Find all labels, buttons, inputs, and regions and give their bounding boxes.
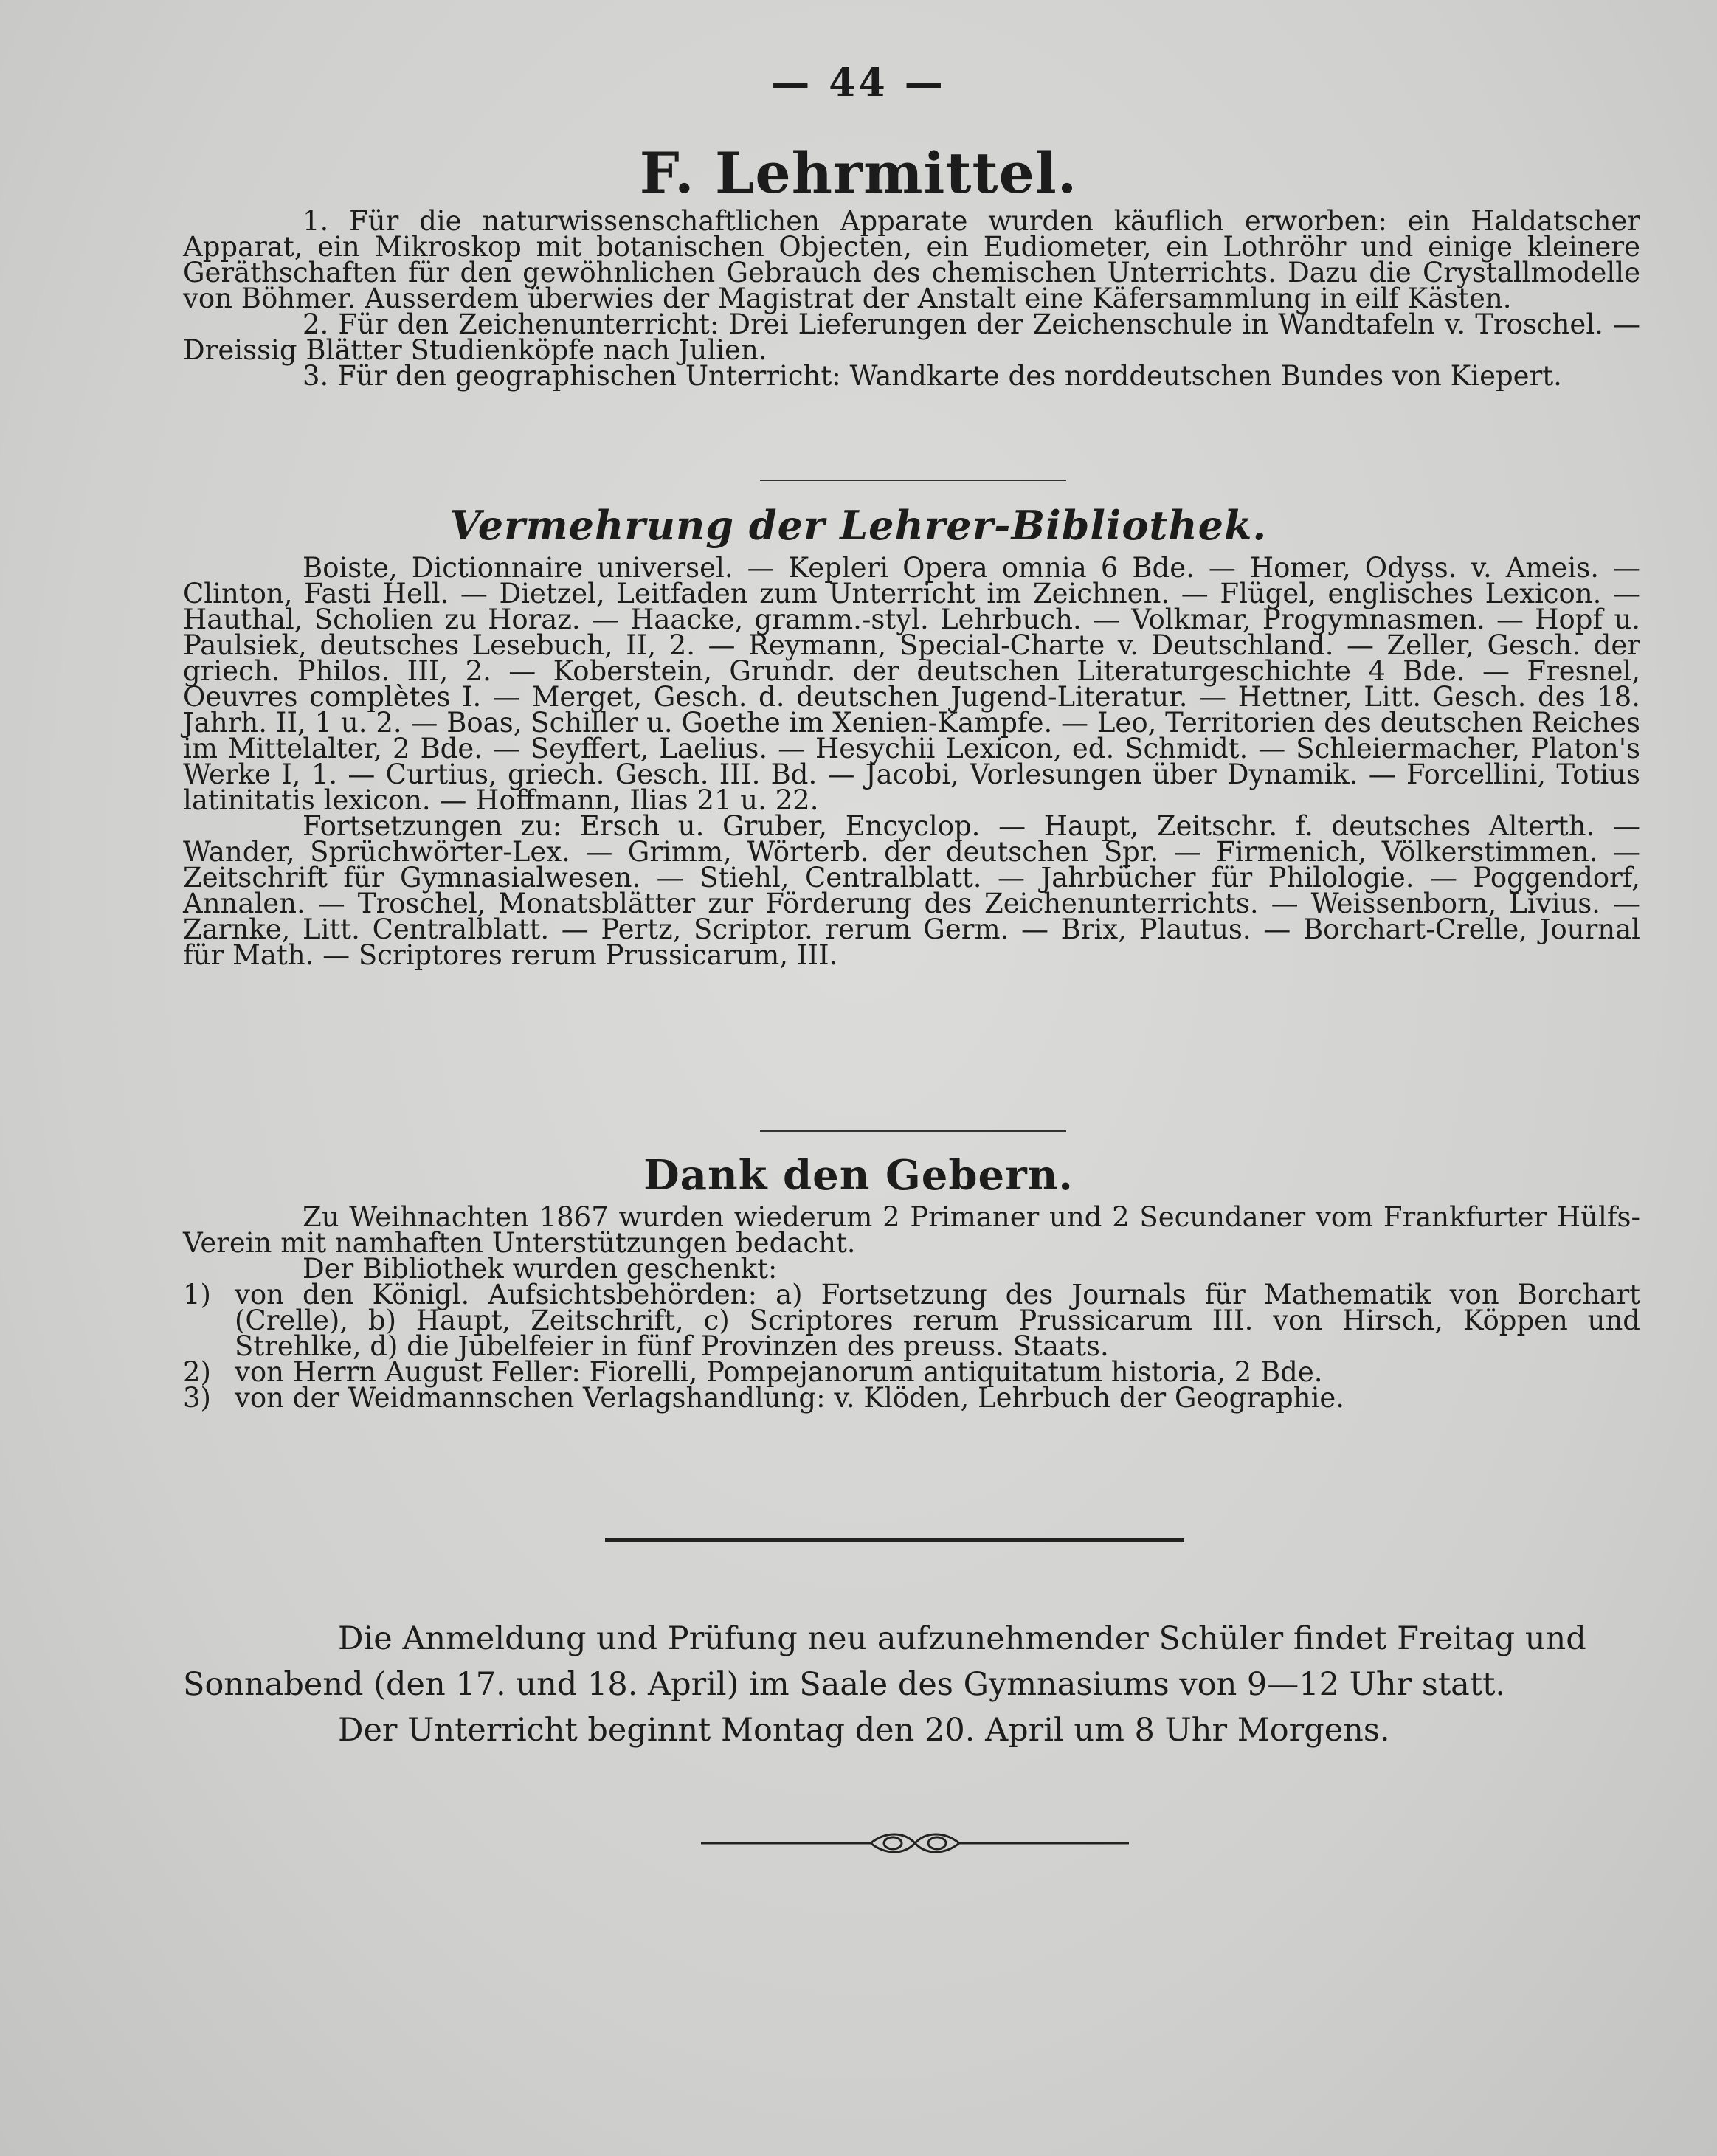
dank-list-item	[183, 1356, 1640, 1388]
list-number: 3)	[183, 1382, 211, 1414]
bibliothek-paragraph: Fortsetzungen zu: Ersch u. Gruber, Encyclop. — Haupt, Zeitschr. f. deutsches Alterth. — Wander, Sprüchwörter-Lex. — Grimm, Wörterb. der deutschen Spr. — Firmenich, Völkerstimmen. — Zeitschrift für Gymnasialwesen. — Stiehl, Centralblatt. — Jahrbücher für Philologie. — Poggendorf, Annalen. — Troschel, Monatsblätter zur Förderung des Zeichenunterrichts. — Weissenborn, Livius. — Zarnke, Litt. Centralblatt. — Pertz, Scriptor. rerum Germ. — Brix, Plautus. — Borchart-Crelle, Journal für Math. — Scriptores rerum Prussicarum, III.	[183, 810, 1640, 971]
dank-intro: Der Bibliothek wurden geschenkt:	[303, 1253, 778, 1285]
lehrmittel-section	[183, 205, 1640, 392]
notice-paragraph: Der Unterricht beginnt Montag den 20. April um 8 Uhr Morgens.	[338, 1712, 1390, 1749]
dank-intro: Zu Weihnachten 1867 wurden wiederum 2 Primaner und 2 Secundaner vom Frankfurter Hülfs-Verein mit namhaften Unterstützungen bedacht.	[183, 1201, 1640, 1259]
list-number: 1)	[183, 1279, 211, 1310]
dank-list-item	[183, 1382, 1640, 1414]
divider	[760, 1130, 1066, 1132]
lehrmittel-item: 3. Für den geographischen Unterricht: Wandkarte des norddeutschen Bundes von Kiepert.	[303, 360, 1562, 392]
list-text: von den Königl. Aufsichtsbehörden: a) Fortsetzung des Journals für Mathematik von Borchart (Crelle), b) Haupt, Zeitschrift, c) Scriptores rerum Prussicarum III. von Hirsch, Köppen und Strehlke, d) die Jubelfeier in fünf Provinzen des preuss. Staats.	[235, 1279, 1640, 1362]
lehrmittel-item: 1. Für die naturwissenschaftlichen Apparate wurden käuflich erworben: ein Haldatscher Apparat, ein Mikroskop mit botanischen Objecten, ein Eudiometer, ein Lothröhr und einige kleinere Geräthschaften für den gewöhnlichen Gebrauch des chemischen Unterrichts. Dazu die Crystallmodelle von Böhmer. Ausserdem überwies der Magistrat der Anstalt eine Käfersammlung in eilf Kästen.	[183, 205, 1640, 314]
dank-section	[183, 1201, 1640, 1414]
thick-divider	[605, 1538, 1184, 1542]
list-number: 2)	[183, 1356, 211, 1388]
bibliothek-section	[183, 552, 1640, 971]
notice-paragraph: Die Anmeldung und Prüfung neu aufzunehmender Schüler findet Freitag und Sonnabend (den 17. und 18. April) im Saale des Gymnasiums von 9—12 Uhr statt.	[183, 1620, 1586, 1703]
notice-section	[183, 1616, 1640, 1753]
lehrmittel-item: 2. Für den Zeichenunterricht: Drei Lieferungen der Zeichenschule in Wandtafeln v. Troschel. — Dreissig Blätter Studienköpfe nach Julien.	[183, 308, 1640, 366]
dank-list-item	[183, 1279, 1640, 1362]
page-number: — 44 —	[771, 61, 946, 106]
bibliothek-paragraph: Boiste, Dictionnaire universel. — Kepleri Opera omnia 6 Bde. — Homer, Odyss. v. Ameis. — Clinton, Fasti Hell. — Dietzel, Leitfaden zum Unterricht im Zeichnen. — Flügel, englisches Lexicon. — Hauthal, Scholien zu Horaz. — Haacke, gramm.-styl. Lehrbuch. — Volkmar, Progymnasmen. — Hopf u. Paulsiek, deutsches Lesebuch, II, 2. — Reymann, Special-Charte v. Deutschland. — Zeller, Gesch. der griech. Philos. III, 2. — Koberstein, Grundr. der deutschen Literaturgeschichte 4 Bde. — Fresnel, Oeuvres complètes I. — Merget, Gesch. d. deutschen Jugend-Literatur. — Hettner, Litt. Gesch. des 18. Jahrh. II, 1 u. 2. — Boas, Schiller u. Goethe im Xenien-Kampfe. — Leo, Territorien des deutschen Reiches im Mittelalter, 2 Bde. — Seyffert, Laelius. — Hesychii Lexicon, ed. Schmidt. — Schleiermacher, Platon's Werke I, 1. — Curtius, griech. Gesch. III. Bd. — Jacobi, Vorlesungen über Dynamik. — Forcellini, Totius latinitatis lexicon. — Hoffmann, Ilias 21 u. 22.	[183, 552, 1640, 816]
list-text: von Herrn August Feller: Fiorelli, Pompejanorum antiquitatum historia, 2 Bde.	[235, 1356, 1323, 1388]
section-title-bibliothek: Vermehrung der Lehrer-Bibliothek.	[449, 502, 1268, 549]
divider	[760, 480, 1066, 481]
list-text: von der Weidmannschen Verlagshandlung: v. Klöden, Lehrbuch der Geographie.	[235, 1382, 1345, 1414]
section-title-dank: Dank den Gebern.	[643, 1151, 1074, 1200]
section-title-lehrmittel: F. Lehrmittel.	[639, 140, 1078, 206]
ornament-flourish	[701, 1828, 1129, 1858]
